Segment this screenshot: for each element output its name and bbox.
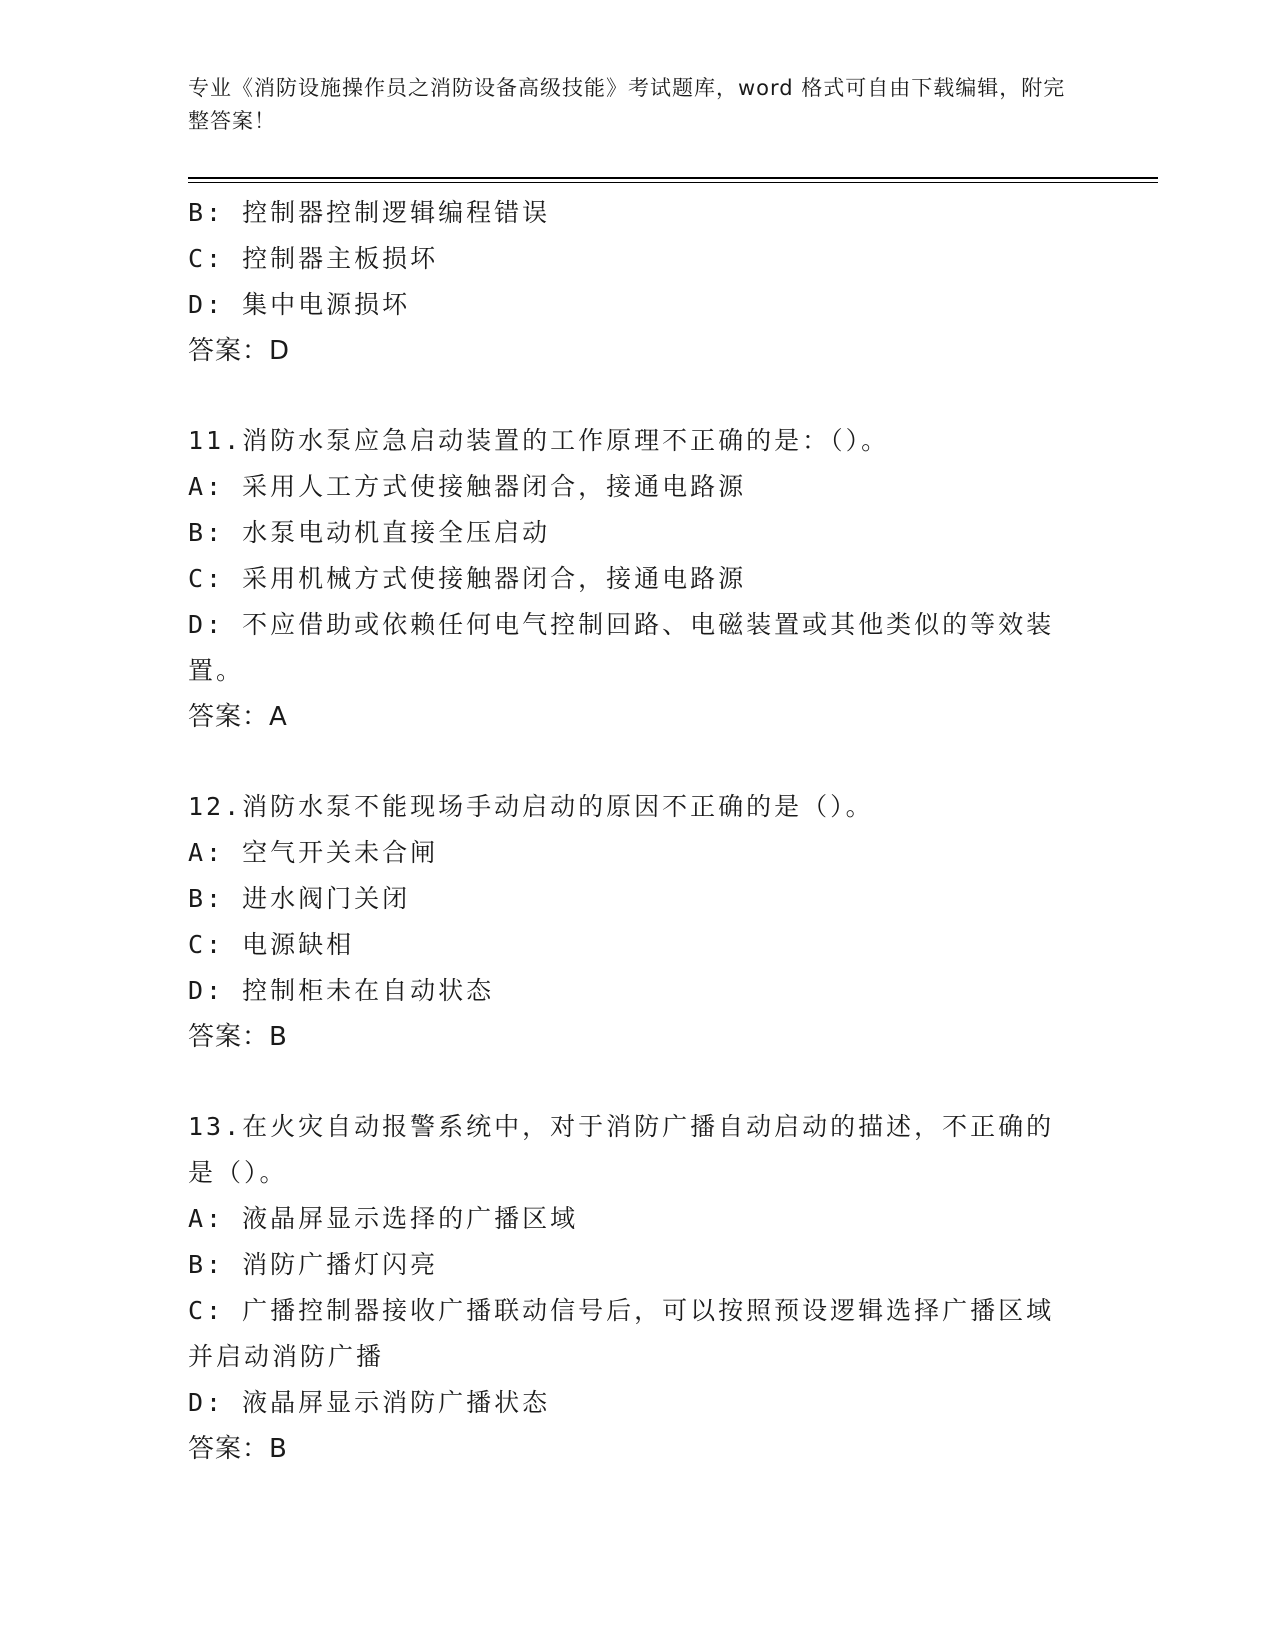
option-a: A: 空气开关未合闸 bbox=[188, 838, 439, 867]
answer: 答案：B bbox=[188, 1022, 288, 1052]
answer: 答案：B bbox=[188, 1434, 288, 1464]
question-13 bbox=[188, 1104, 1078, 1472]
question-list bbox=[188, 190, 1078, 1516]
option-a: A: 液晶屏显示选择的广播区域 bbox=[188, 1204, 579, 1233]
option-a: A: 采用人工方式使接触器闭合，接通电路源 bbox=[188, 472, 747, 501]
option-c: C: 采用机械方式使接触器闭合，接通电路源 bbox=[188, 564, 747, 593]
question-text: 11.消防水泵应急启动装置的工作原理不正确的是：（）。 bbox=[188, 426, 890, 455]
option-c: C: 广播控制器接收广播联动信号后，可以按照预设逻辑选择广播区域并启动消防广播 bbox=[188, 1296, 1055, 1371]
option-d: D: 集中电源损坏 bbox=[188, 290, 411, 319]
question-12 bbox=[188, 784, 1078, 1060]
option-c: C: 控制器主板损坏 bbox=[188, 244, 439, 273]
answer: 答案：D bbox=[188, 336, 291, 366]
option-b: B: 控制器控制逻辑编程错误 bbox=[188, 198, 551, 227]
header-divider-thin bbox=[188, 182, 1158, 183]
header-divider-thick bbox=[188, 177, 1158, 179]
option-c: C: 电源缺相 bbox=[188, 930, 355, 959]
question-text: 13.在火灾自动报警系统中，对于消防广播自动启动的描述，不正确的是（）。 bbox=[188, 1112, 1055, 1187]
question-11 bbox=[188, 418, 1078, 740]
question-text: 12.消防水泵不能现场手动启动的原因不正确的是（）。 bbox=[188, 792, 874, 821]
option-d: D: 控制柜未在自动状态 bbox=[188, 976, 495, 1005]
answer: 答案：A bbox=[188, 702, 288, 732]
option-b: B: 进水阀门关闭 bbox=[188, 884, 411, 913]
option-d: D: 液晶屏显示消防广播状态 bbox=[188, 1388, 551, 1417]
option-b: B: 消防广播灯闪亮 bbox=[188, 1250, 439, 1279]
document-header: 专业《消防设施操作员之消防设备高级技能》考试题库，word 格式可自由下载编辑，附完整答案！ bbox=[188, 76, 1066, 133]
option-b: B: 水泵电动机直接全压启动 bbox=[188, 518, 551, 547]
option-d: D: 不应借助或依赖任何电气控制回路、电磁装置或其他类似的等效装置。 bbox=[188, 610, 1055, 685]
question-10-remainder bbox=[188, 190, 1078, 374]
